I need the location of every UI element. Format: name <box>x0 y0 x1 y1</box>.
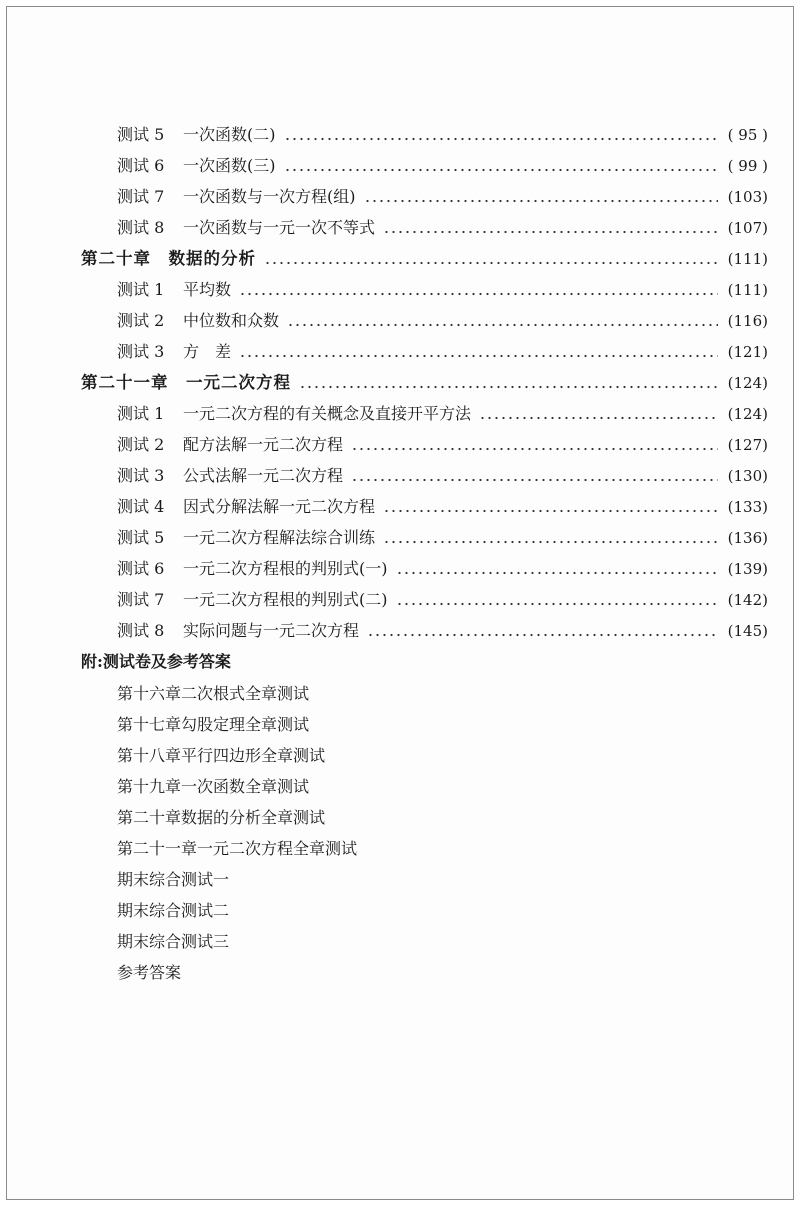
leader-dots <box>383 492 718 522</box>
entry-number: 测试 6 <box>117 559 165 578</box>
entry-title: 公式法解一元二次方程 <box>183 466 344 485</box>
entry-number: 测试 8 <box>117 621 165 640</box>
entry-title: 一元二次方程的有关概念及直接开平方法 <box>183 404 472 423</box>
appendix-item: 第二十一章一元二次方程全章测试 <box>117 839 358 858</box>
appendix-item: 第十七章勾股定理全章测试 <box>117 715 310 734</box>
entry-number: 测试 3 <box>117 342 165 361</box>
entry-title: 中位数和众数 <box>183 311 280 330</box>
entry-title: 一次函数(三) <box>183 156 276 175</box>
appendix-item: 参考答案 <box>117 963 182 982</box>
entry-title: 平均数 <box>183 280 232 299</box>
toc-entry <box>117 492 768 522</box>
leader-dots <box>364 182 719 212</box>
page-number: ( 99 ) <box>727 157 768 175</box>
page-number: (116) <box>727 312 768 330</box>
toc-entry <box>117 337 768 367</box>
leader-dots <box>239 275 718 305</box>
entry-title: 配方法解一元二次方程 <box>183 435 344 454</box>
toc-entry <box>117 585 768 615</box>
entry-number: 测试 1 <box>117 404 165 423</box>
leader-dots <box>299 368 718 398</box>
leader-dots <box>284 151 719 181</box>
toc-entry <box>117 120 768 150</box>
page-number: (107) <box>727 219 768 237</box>
appendix-item: 第十六章二次根式全章测试 <box>117 684 310 703</box>
leader-dots <box>396 554 719 584</box>
entry-title: 一次函数与一次方程(组) <box>183 187 356 206</box>
leader-dots <box>383 213 718 243</box>
toc-entry <box>117 182 768 212</box>
toc-entry <box>117 554 768 584</box>
leader-dots <box>479 399 718 429</box>
page-number: (103) <box>727 188 768 206</box>
entry-number: 测试 8 <box>117 218 165 237</box>
entry-title: 实际问题与一元二次方程 <box>183 621 360 640</box>
appendix-item: 期末综合测试一 <box>117 870 230 889</box>
entry-title: 一元二次方程解法综合训练 <box>183 528 376 547</box>
entry-number: 测试 5 <box>117 528 165 547</box>
leader-dots <box>264 244 718 274</box>
entry-number: 测试 7 <box>117 187 165 206</box>
entry-title: 方 差 <box>183 342 232 361</box>
page-number: (111) <box>727 281 768 299</box>
page-number: (136) <box>727 529 768 547</box>
appendix-heading: 附:测试卷及参考答案 <box>81 652 231 671</box>
page-number: (142) <box>727 591 768 609</box>
entry-title: 因式分解法解一元二次方程 <box>183 497 376 516</box>
chapter-entry <box>81 368 768 398</box>
entry-title: 一次函数与一元一次不等式 <box>183 218 376 237</box>
appendix-item: 期末综合测试二 <box>117 901 230 920</box>
leader-dots <box>367 616 718 646</box>
leader-dots <box>239 337 718 367</box>
page-number: (127) <box>727 436 768 454</box>
entry-title: 一次函数(二) <box>183 125 276 144</box>
leader-dots <box>287 306 718 336</box>
page-number: (121) <box>727 343 768 361</box>
entry-number: 测试 6 <box>117 156 165 175</box>
entry-number: 测试 5 <box>117 125 165 144</box>
toc-entry <box>117 399 768 429</box>
page-number: (145) <box>727 622 768 640</box>
entry-number: 测试 2 <box>117 435 165 454</box>
toc-entry <box>117 430 768 460</box>
toc-entry <box>117 213 768 243</box>
entry-number: 测试 4 <box>117 497 165 516</box>
leader-dots <box>396 585 719 615</box>
entry-number: 测试 2 <box>117 311 165 330</box>
entry-number: 测试 3 <box>117 466 165 485</box>
page-number: (130) <box>727 467 768 485</box>
toc-entry <box>117 461 768 491</box>
leader-dots <box>351 430 718 460</box>
appendix-item: 第十九章一次函数全章测试 <box>117 777 310 796</box>
toc-entry <box>117 523 768 553</box>
page-number: (111) <box>727 250 768 268</box>
appendix-item: 第二十章数据的分析全章测试 <box>117 808 326 827</box>
page-number: (139) <box>727 560 768 578</box>
page-number: (124) <box>727 405 768 423</box>
page-number: (133) <box>727 498 768 516</box>
document-page <box>6 6 794 1200</box>
entry-number: 测试 7 <box>117 590 165 609</box>
toc-entry <box>117 306 768 336</box>
entry-title: 一元二次方程根的判别式(二) <box>183 590 388 609</box>
entry-number: 测试 1 <box>117 280 165 299</box>
leader-dots <box>383 523 718 553</box>
chapter-entry <box>81 244 768 274</box>
page-number: (124) <box>727 374 768 392</box>
appendix-item: 第十八章平行四边形全章测试 <box>117 746 326 765</box>
leader-dots <box>284 120 719 150</box>
chapter-title: 第二十一章 一元二次方程 <box>81 373 291 392</box>
toc-entry <box>117 151 768 181</box>
toc-entry <box>117 275 768 305</box>
page-number: ( 95 ) <box>727 126 768 144</box>
toc-entry <box>117 616 768 646</box>
leader-dots <box>351 461 718 491</box>
chapter-title: 第二十章 数据的分析 <box>81 249 256 268</box>
appendix-item: 期末综合测试三 <box>117 932 230 951</box>
entry-title: 一元二次方程根的判别式(一) <box>183 559 388 578</box>
